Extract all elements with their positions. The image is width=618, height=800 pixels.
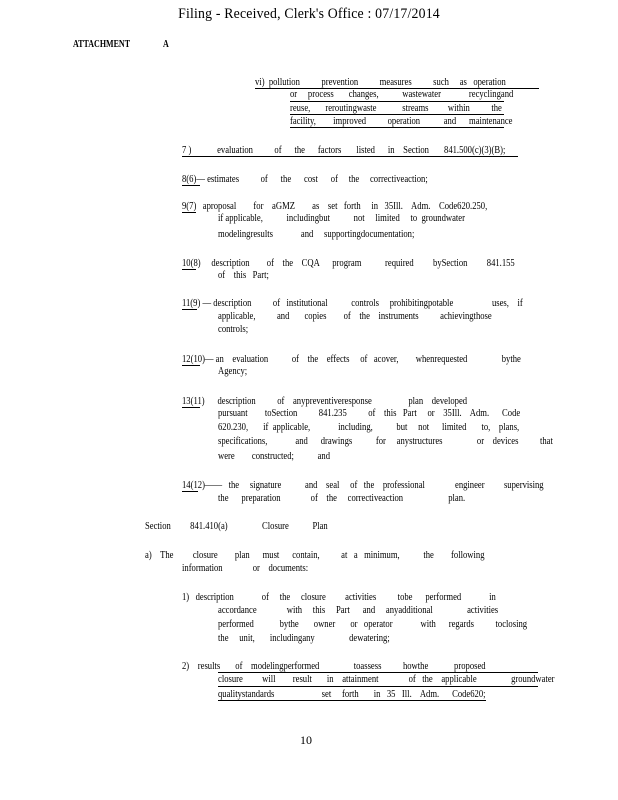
text-line: information or documents: xyxy=(182,563,309,574)
text-line: a) The closure plan must contain, at a minimum, the following xyxy=(145,550,485,561)
text-line: of this Part; xyxy=(218,270,269,281)
text-line: 11(9) — description of institutional controls prohibitingpotable uses, if xyxy=(182,298,523,309)
text-line: 12(10)— an evaluation of the effects of acover, whenrequested bythe xyxy=(182,354,521,365)
text-line: qualitystandards set forth in 35 Ill. Adm. Code620; xyxy=(218,689,486,700)
rule xyxy=(182,185,200,186)
text-line: facility, improved operation and maintenance xyxy=(290,116,513,127)
rule xyxy=(182,491,198,492)
text-line: specifications, and drawings for anystructures or devices that xyxy=(218,436,553,447)
text-line: applicable, and copies of the instruments achievingthose xyxy=(218,311,492,322)
rule xyxy=(182,212,196,213)
text-line: if applicable, includingbut not limited to groundwater xyxy=(218,213,465,224)
text-line: pursuant toSection 841.235 of this Part or 35Ill. Adm. Code xyxy=(218,408,521,419)
text-line: 8(6)— estimates of the cost of the correctiveaction; xyxy=(182,174,428,185)
rule xyxy=(218,672,538,673)
text-line: 13(11) description of anypreventiveresponse plan developed xyxy=(182,396,468,407)
text-line: the preparation of the correctiveaction plan. xyxy=(218,493,466,504)
rule xyxy=(218,686,538,687)
text-line: the unit, includingany dewatering; xyxy=(218,633,390,644)
text-line: 1) description of the closure activities tobe performed in xyxy=(182,592,496,603)
text-line: accordance with this Part and anyadditional activities xyxy=(218,605,499,616)
text-line: 9(7) aproposal for aGMZ as set forth in 35Ill. Adm. Code620.250, xyxy=(182,201,488,212)
text-line: were constructed; and xyxy=(218,451,331,462)
rule xyxy=(255,88,539,89)
text-line: Section 841.410(a) Closure Plan xyxy=(145,521,328,532)
text-line: modelingresults and supportingdocumentation; xyxy=(218,229,415,240)
rule xyxy=(182,309,197,310)
attachment-letter: A xyxy=(163,39,169,50)
text-line: performed bythe owner or operator with regards toclosing xyxy=(218,619,528,630)
rule xyxy=(182,407,200,408)
text-line: reuse, reroutingwaste streams within the xyxy=(290,103,502,114)
text-line: or process changes, wastewater recyclingand xyxy=(290,89,514,100)
page-number: 10 xyxy=(300,733,312,747)
text-line: 10(8) description of the CQA program required bySection 841.155 xyxy=(182,258,515,269)
text-line: closure will result in attainment of the applicable groundwater xyxy=(218,674,555,685)
text-line: 620.230, if applicable, including, but not limited to, plans, xyxy=(218,422,520,433)
text-line: controls; xyxy=(218,324,249,335)
rule xyxy=(290,101,504,102)
filing-header: Filing - Received, Clerk's Office : 07/17/2014 xyxy=(178,6,440,22)
rule xyxy=(218,700,486,701)
rule xyxy=(290,114,504,115)
text-line: 2) results of modelingperformed toassess howthe proposed xyxy=(182,661,486,672)
rule xyxy=(182,156,518,157)
rule xyxy=(182,365,200,366)
attachment-label: ATTACHMENT xyxy=(73,39,131,50)
text-line: 7 ) evaluation of the factors listed in Section 841.500(c)(3)(B); xyxy=(182,145,506,156)
text-line: Agency; xyxy=(218,366,248,377)
rule xyxy=(182,269,196,270)
text-line: vi) pollution prevention measures such as operation xyxy=(255,77,506,88)
text-line: 14(12)—— the signature and seal of the professional engineer supervising xyxy=(182,480,544,491)
rule xyxy=(290,127,504,128)
